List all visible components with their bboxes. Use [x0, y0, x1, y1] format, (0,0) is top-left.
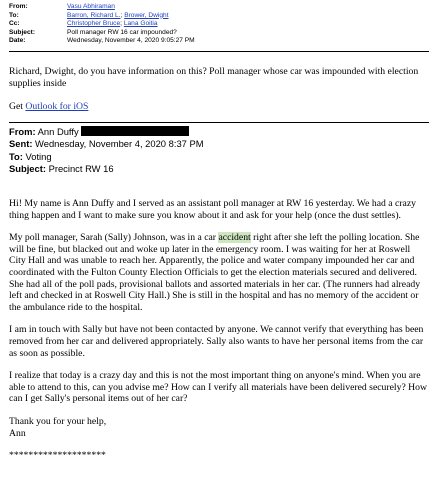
cc-recipient-link-1[interactable]: Christopher Bruce — [67, 20, 121, 28]
header-divider — [9, 51, 429, 52]
header-subject-row — [9, 29, 429, 38]
from-sender-link[interactable]: Vasu Abhiraman — [67, 3, 115, 10]
fwd-subject-value: Precinct RW 16 — [48, 163, 114, 175]
body-paragraph-3: I am in touch with Sally but have not been contacted by anyone. We cannot verify that everything has been removed from her car and delivered appropriately. Sally also wants to have her personal items from the car as soon as possible. — [9, 324, 424, 359]
message-intro — [9, 66, 427, 113]
subject-label: Subject: — [9, 28, 36, 36]
get-outlook-line — [9, 101, 427, 113]
separator-stars: ******************** — [9, 450, 106, 462]
to-separator: ; — [120, 11, 125, 19]
fwd-sent-row — [9, 138, 429, 150]
fwd-to-row — [9, 151, 429, 163]
forwarded-header — [9, 126, 429, 176]
fwd-subject-row — [9, 163, 429, 175]
fwd-to-label: To: — [9, 150, 23, 162]
from-label: From: — [9, 3, 28, 10]
cc-recipient-link-2[interactable]: Lana Goitia — [123, 20, 158, 28]
fwd-sent-value: Wednesday, November 4, 2020 8:37 PM — [35, 138, 204, 150]
fwd-subject-label: Subject: — [9, 163, 46, 175]
header-to-row — [9, 12, 429, 21]
message-body — [9, 198, 427, 462]
date-label: Date: — [9, 37, 26, 45]
body-paragraph-4: I realize that today is a crazy day and this is not the most important thing on anyone's mind. When you are able to attend to this, can you advise me? How can I verify all materials have been delivered securely? How can I get Sally's personal items out of her car? — [9, 370, 428, 405]
header-from-row — [9, 3, 429, 12]
to-recipient-link-2[interactable]: Brower, Dwight — [124, 11, 169, 19]
fwd-from-row — [9, 126, 429, 138]
body-paragraph-2 — [9, 232, 427, 313]
p2-before: My poll manager, Sarah (Sally) Johnson, was in a car — [9, 232, 219, 244]
closing-thanks: Thank you for your help, — [9, 415, 107, 427]
fwd-to-value: Voting — [25, 150, 52, 162]
fwd-from-label: From: — [9, 126, 36, 137]
to-label: To: — [9, 11, 19, 19]
outlook-ios-link[interactable]: Outlook for iOS — [25, 101, 89, 113]
fwd-from-value: Ann Duffy — [37, 126, 79, 137]
header-cc-row — [9, 20, 429, 29]
cc-label: Cc: — [9, 20, 20, 28]
closing-signature: Ann — [9, 427, 26, 439]
redaction-bar — [81, 126, 189, 136]
body-paragraph-1: Hi! My name is Ann Duffy and I served as an assistant poll manager at RW 16 yesterday. We had a crazy thing happen and I want to make sure you know about it and ask for your help (once the dust settles). — [9, 198, 416, 221]
to-recipient-link-1[interactable]: Barron, Richard L. — [67, 11, 121, 19]
subject-value: Poll manager RW 16 car impounded? — [67, 28, 177, 36]
header-date-row — [9, 37, 429, 46]
cc-separator: ; — [120, 20, 124, 28]
p2-after: right after she left the polling location. She will be fine, but blacked out and woke up later in the emergency room. I was waiting for her at Roswell City Hall and was unable to reach her. Apparently, the police and water company impounded her car and coordinated with the Fulton County Election Officials to get the election materials secured and delivered. She had all of the poll pads, provisional ballots and assorted materials in her car. (The runners had already left and checked in at Roswell City Hall.) She is still in the hospital and has no memory of the accident or the ambulance ride to the hospital. — [9, 232, 421, 313]
fwd-sent-label: Sent: — [9, 138, 33, 150]
email-header — [9, 3, 429, 46]
forward-divider — [9, 122, 429, 123]
highlighted-word: accident — [218, 232, 251, 244]
date-value: Wednesday, November 4, 2020 9:05:27 PM — [67, 37, 195, 45]
get-prefix: Get — [9, 101, 26, 113]
intro-paragraph: Richard, Dwight, do you have information on this? Poll manager whose car was impounded with election supplies inside — [9, 66, 419, 89]
